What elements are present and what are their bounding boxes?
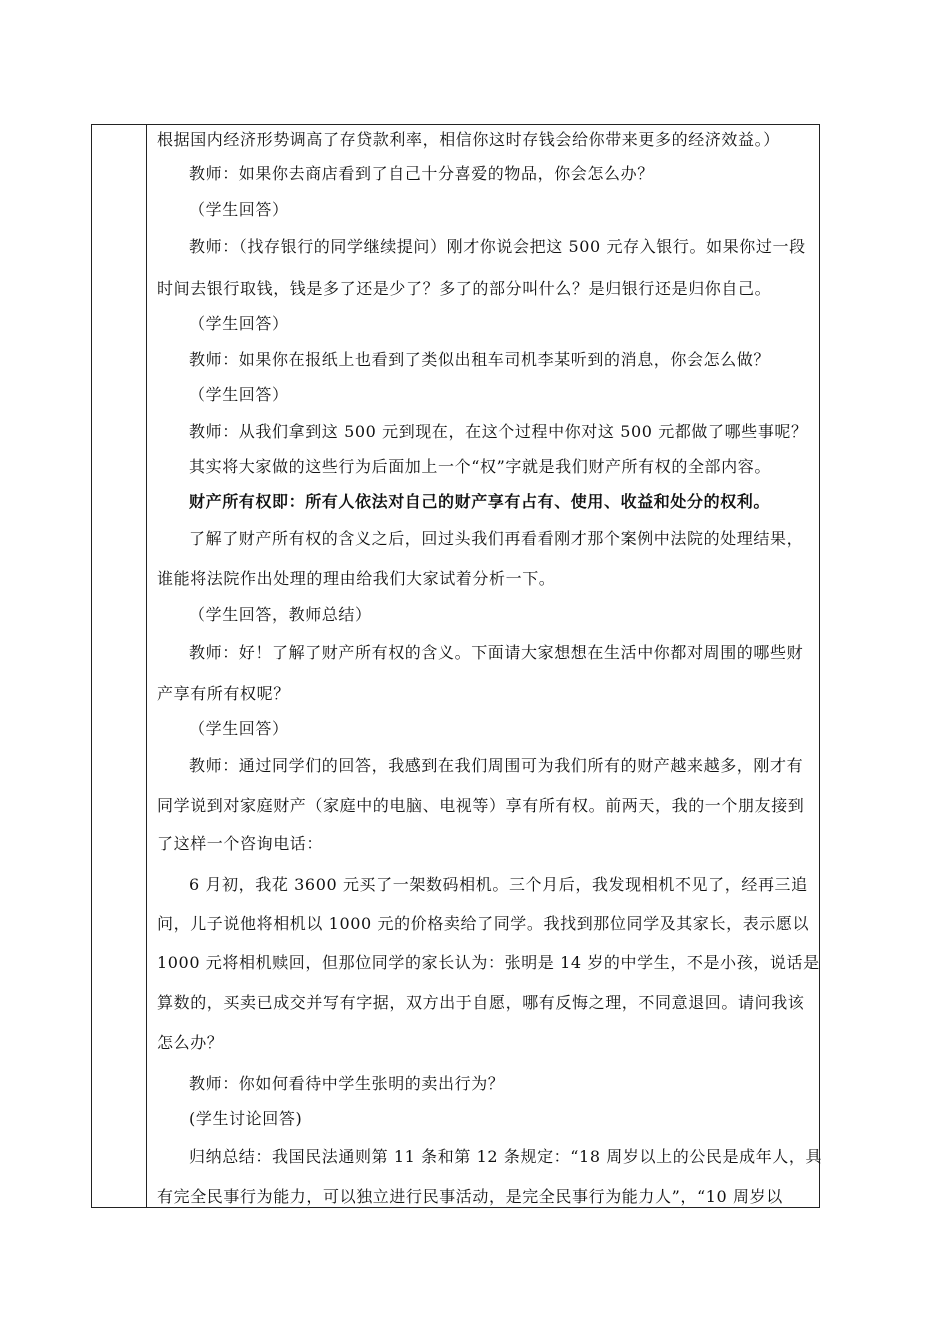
text-line: 其实将大家做的这些行为后面加上一个“权”字就是我们财产所有权的全部内容。 [189, 457, 771, 476]
text-line: 教师：如果你在报纸上也看到了类似出租车司机李某听到的消息，你会怎么做？ [189, 350, 771, 369]
text-line: 有完全民事行为能力，可以独立进行民事活动，是完全民事行为能力人”，“10 周岁以 [157, 1187, 783, 1206]
text-line: 了这样一个咨询电话： [157, 834, 324, 853]
text-line: 教师：如果你去商店看到了自己十分喜爱的物品，你会怎么办？ [189, 164, 654, 183]
text-line: 6 月初，我花 3600 元买了一架数码相机。三个月后，我发现相机不见了，经再三追 [189, 875, 808, 894]
text-line: （学生回答） [189, 200, 289, 219]
text-line: （学生回答） [189, 385, 289, 404]
text-line: 1000 元将相机赎回，但那位同学的家长认为：张明是 14 岁的中学生，不是小孩，说话是 [157, 953, 820, 972]
text-line: （学生回答） [189, 314, 289, 333]
text-line: 怎么办？ [157, 1033, 224, 1052]
text-line: 同学说到对家庭财产（家庭中的电脑、电视等）享有所有权。前两天，我的一个朋友接到 [157, 796, 805, 815]
text-line: 教师：好！了解了财产所有权的含义。下面请大家想想在生活中你都对周围的哪些财 [189, 643, 804, 662]
text-line: 产享有所有权呢？ [157, 684, 290, 703]
text-line: 谁能将法院作出处理的理由给我们大家试着分析一下。 [157, 569, 556, 588]
text-line: (学生讨论回答) [189, 1109, 303, 1128]
bold-definition-line: 财产所有权即：所有人依法对自己的财产享有占有、使用、收益和处分的权利。 [189, 492, 771, 511]
text-line: 了解了财产所有权的含义之后，回过头我们再看看刚才那个案例中法院的处理结果， [189, 529, 804, 548]
text-line: 教师：（找存银行的同学继续提问）刚才你说会把这 500 元存入银行。如果你过一段 [189, 237, 806, 256]
left-column-cell [92, 125, 147, 1207]
text-line: 教师：从我们拿到这 500 元到现在，在这个过程中你对这 500 元都做了哪些事呢？ [189, 422, 808, 441]
text-line: （学生回答，教师总结） [189, 605, 372, 624]
text-line: 根据国内经济形势调高了存贷款利率，相信你这时存钱会给你带来更多的经济效益。） [157, 130, 780, 149]
text-line: 教师：通过同学们的回答，我感到在我们周围可为我们所有的财产越来越多，刚才有 [189, 756, 804, 775]
text-line: 归纳总结：我国民法通则第 11 条和第 12 条规定：“18 周岁以上的公民是成年人，具 [189, 1147, 823, 1166]
text-line: 时间去银行取钱，钱是多了还是少了？多了的部分叫什么？是归银行还是归你自己。 [157, 279, 772, 298]
text-line: 问，儿子说他将相机以 1000 元的价格卖给了同学。我找到那位同学及其家长，表示愿以 [157, 914, 810, 933]
text-line: （学生回答） [189, 719, 289, 738]
text-line: 教师：你如何看待中学生张明的卖出行为？ [189, 1074, 505, 1093]
lesson-table [91, 124, 823, 1208]
text-line: 算数的，买卖已成交并写有字据，双方出于自愿，哪有反悔之理，不同意退回。请问我该 [157, 993, 805, 1012]
